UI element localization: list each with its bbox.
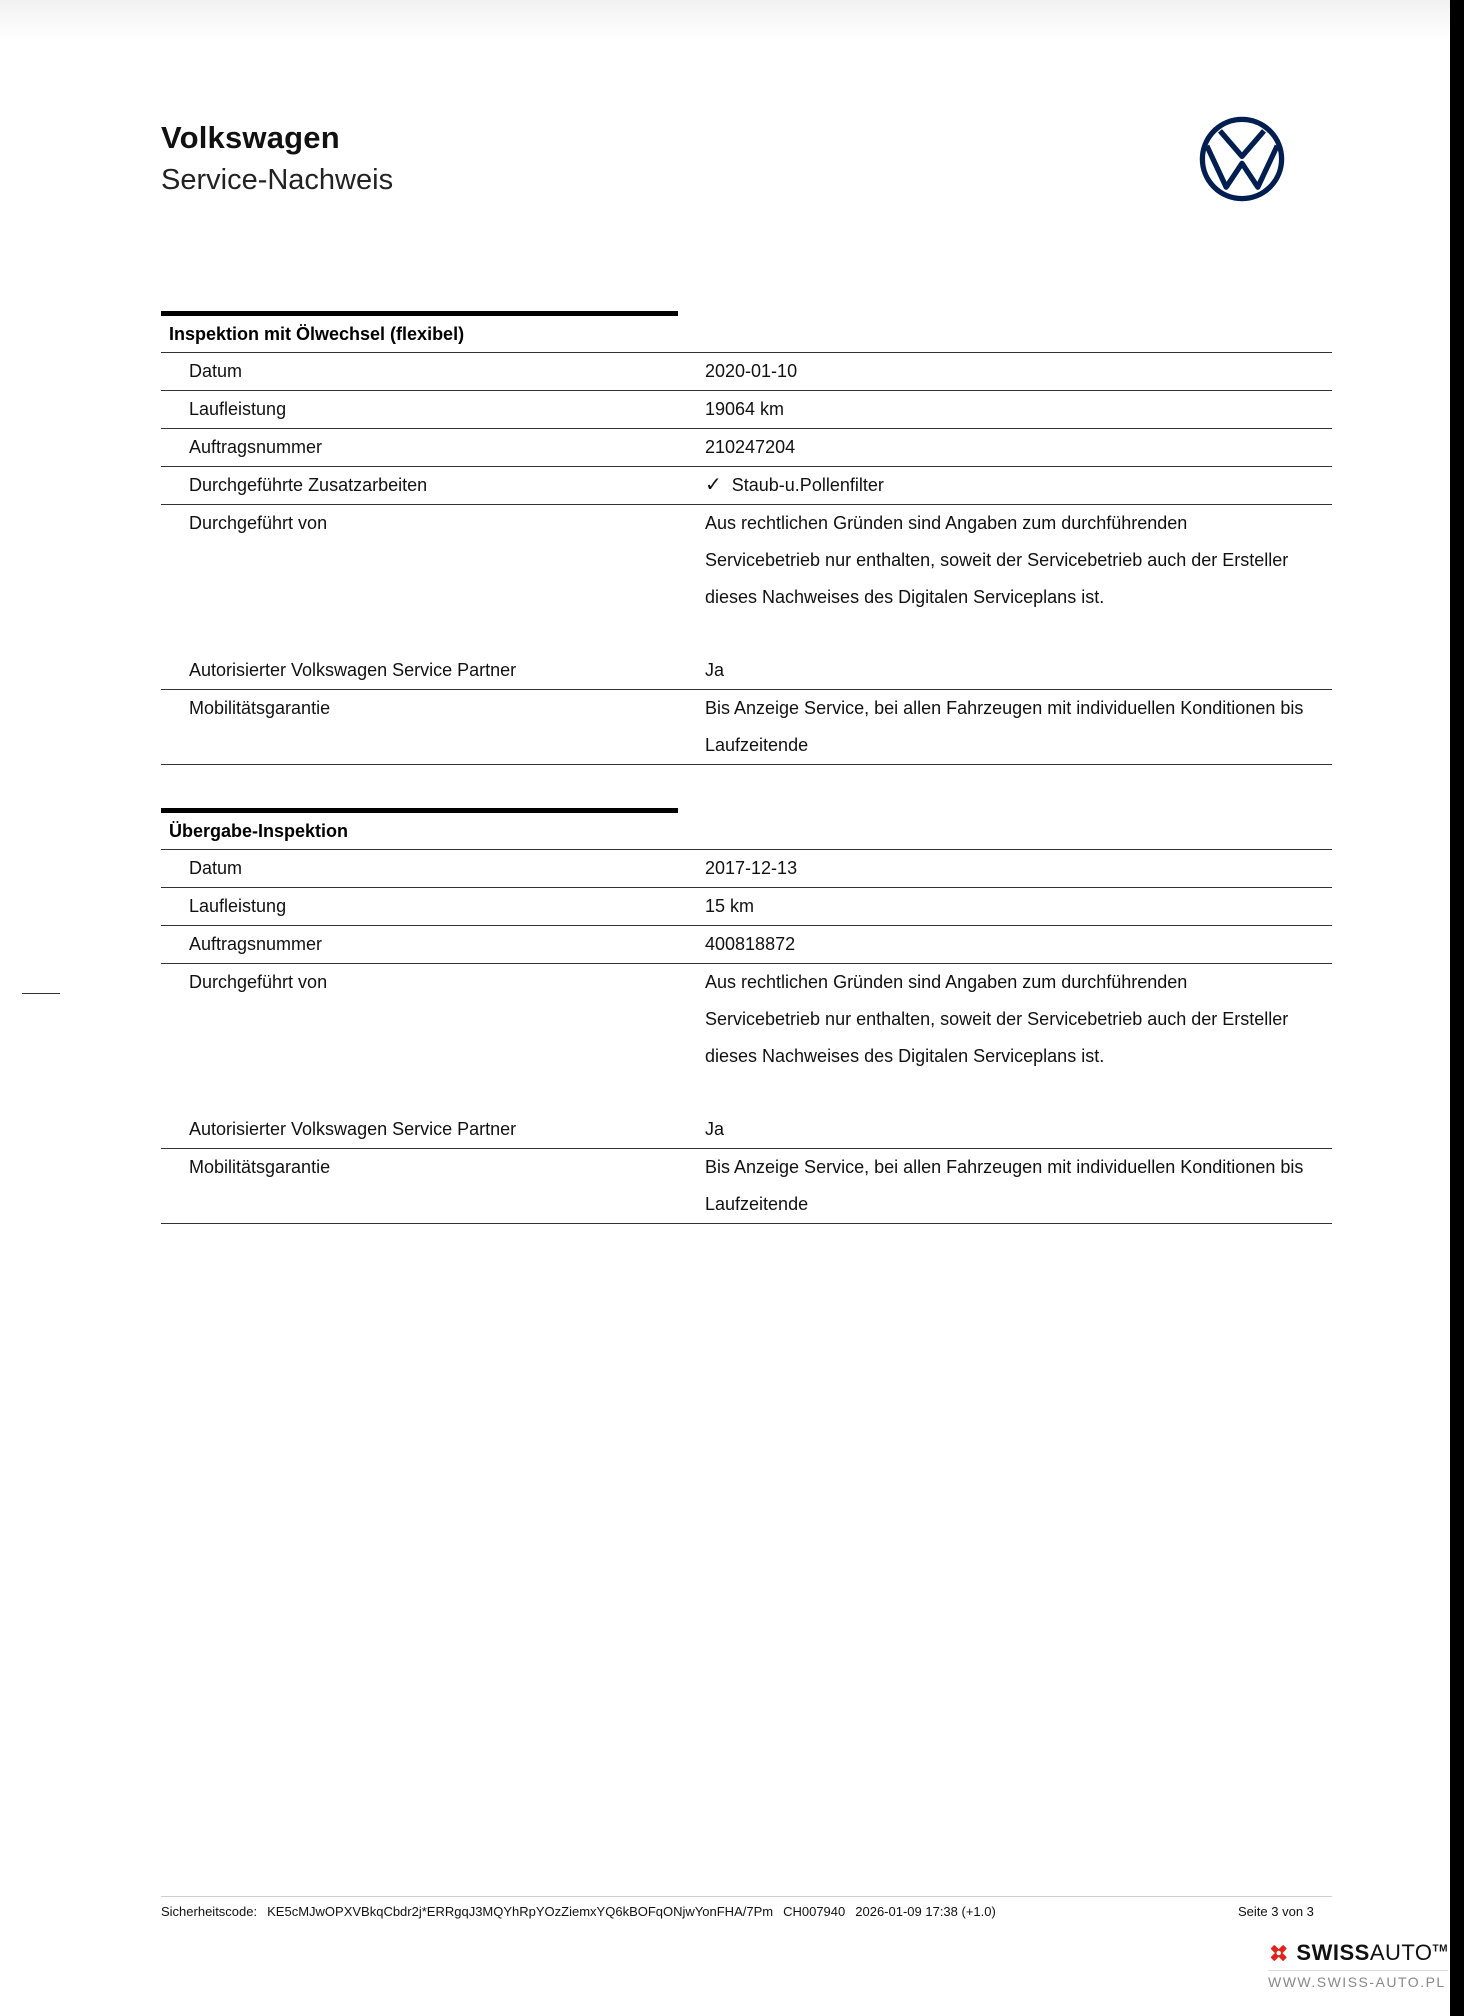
row-value bbox=[705, 1149, 1332, 1223]
row-value: Ja bbox=[705, 660, 725, 680]
text-line: Bis Anzeige Service, bei allen Fahrzeugen mit individuellen Konditionen bis bbox=[705, 698, 1304, 718]
checkmark-icon: ✓ bbox=[705, 474, 722, 496]
watermark bbox=[1268, 1940, 1448, 2010]
document-id: CH007940 bbox=[783, 1904, 846, 1919]
row-value: 19064 km bbox=[705, 399, 785, 419]
row-datum bbox=[161, 353, 1332, 391]
text-line: dieses Nachweises des Digitalen Serviceplans ist. bbox=[705, 587, 1105, 607]
section-uebergabe-inspektion bbox=[161, 808, 1332, 1224]
brand-name: Volkswagen bbox=[161, 120, 340, 155]
trademark: TM bbox=[1432, 1943, 1448, 1955]
text-line: Bis Anzeige Service, bei allen Fahrzeugen mit individuellen Konditionen bis bbox=[705, 1157, 1304, 1177]
row-value: 210247204 bbox=[705, 437, 796, 457]
row-label: Autorisierter Volkswagen Service Partner bbox=[189, 1119, 517, 1139]
row-mobilitaetsgarantie bbox=[161, 690, 1332, 765]
row-datum bbox=[161, 850, 1332, 888]
row-value bbox=[705, 964, 1332, 1111]
zusatzarbeit-item: Staub-u.Pollenfilter bbox=[731, 475, 884, 495]
footer-security-code bbox=[161, 1904, 1006, 1919]
row-value: 15 km bbox=[705, 896, 755, 916]
row-label: Laufleistung bbox=[189, 399, 287, 419]
watermark-brand-bold: SWISS bbox=[1296, 1940, 1370, 1965]
text-line: Aus rechtlichen Gründen sind Angaben zum durchführenden bbox=[705, 972, 1188, 992]
row-label: Auftragsnummer bbox=[189, 437, 323, 457]
watermark-brand bbox=[1296, 1940, 1448, 1966]
watermark-url: WWW.SWISS-AUTO.PL bbox=[1268, 1970, 1448, 1990]
row-label: Mobilitätsgarantie bbox=[189, 698, 331, 718]
row-durchgefuehrt-von bbox=[161, 964, 1332, 1111]
row-label: Durchgeführte Zusatzarbeiten bbox=[189, 475, 428, 495]
section-title: Übergabe-Inspektion bbox=[161, 813, 1332, 850]
text-line: Laufzeitende bbox=[705, 1194, 809, 1214]
row-value bbox=[705, 690, 1332, 764]
page-number: Seite 3 von 3 bbox=[1238, 1904, 1314, 1919]
row-laufleistung bbox=[161, 391, 1332, 429]
row-label: Autorisierter Volkswagen Service Partner bbox=[189, 660, 517, 680]
row-label: Datum bbox=[189, 361, 243, 381]
text-line: Servicebetrieb nur enthalten, soweit der Servicebetrieb auch der Ersteller bbox=[705, 550, 1289, 570]
watermark-brand-row bbox=[1268, 1940, 1448, 1966]
swiss-cross-icon bbox=[1268, 1941, 1289, 1965]
row-label: Mobilitätsgarantie bbox=[189, 1157, 331, 1177]
document-title: Service-Nachweis bbox=[161, 164, 394, 196]
row-service-partner bbox=[161, 1111, 1332, 1149]
row-service-partner bbox=[161, 652, 1332, 690]
security-code: KE5cMJwOPXVBkqCbdr2j*ERRgqJ3MQYhRpYOzZiemxYQ6kBOFqONjwYonFHA/7Pm bbox=[267, 1904, 774, 1919]
row-value: 2017-12-13 bbox=[705, 858, 798, 878]
row-mobilitaetsgarantie bbox=[161, 1149, 1332, 1224]
row-label: Auftragsnummer bbox=[189, 934, 323, 954]
row-value bbox=[705, 505, 1332, 652]
row-label: Durchgeführt von bbox=[189, 972, 328, 992]
row-value: Ja bbox=[705, 1119, 725, 1139]
text-line: dieses Nachweises des Digitalen Serviceplans ist. bbox=[705, 1046, 1105, 1066]
top-band bbox=[0, 0, 1450, 40]
row-value: 2020-01-10 bbox=[705, 361, 798, 381]
security-label: Sicherheitscode: bbox=[161, 1904, 258, 1919]
footer-divider bbox=[161, 1896, 1332, 1897]
section-inspektion-oelwechsel bbox=[161, 311, 1332, 765]
text-line: Aus rechtlichen Gründen sind Angaben zum durchführenden bbox=[705, 513, 1188, 533]
watermark-brand-thin: AUTO bbox=[1369, 1940, 1433, 1965]
text-line: Servicebetrieb nur enthalten, soweit der Servicebetrieb auch der Ersteller bbox=[705, 1009, 1289, 1029]
row-zusatzarbeiten bbox=[161, 467, 1332, 505]
row-auftragsnummer bbox=[161, 429, 1332, 467]
row-value bbox=[705, 467, 1332, 504]
section-title: Inspektion mit Ölwechsel (flexibel) bbox=[161, 316, 1332, 353]
row-value: 400818872 bbox=[705, 934, 796, 954]
vw-logo-icon bbox=[1198, 115, 1286, 203]
row-laufleistung bbox=[161, 888, 1332, 926]
timestamp: 2026-01-09 17:38 (+1.0) bbox=[855, 1904, 996, 1919]
row-label: Laufleistung bbox=[189, 896, 287, 916]
row-auftragsnummer bbox=[161, 926, 1332, 964]
margin-fold-mark bbox=[22, 993, 60, 994]
row-label: Datum bbox=[189, 858, 243, 878]
text-line: Laufzeitende bbox=[705, 735, 809, 755]
row-durchgefuehrt-von bbox=[161, 505, 1332, 652]
row-label: Durchgeführt von bbox=[189, 513, 328, 533]
